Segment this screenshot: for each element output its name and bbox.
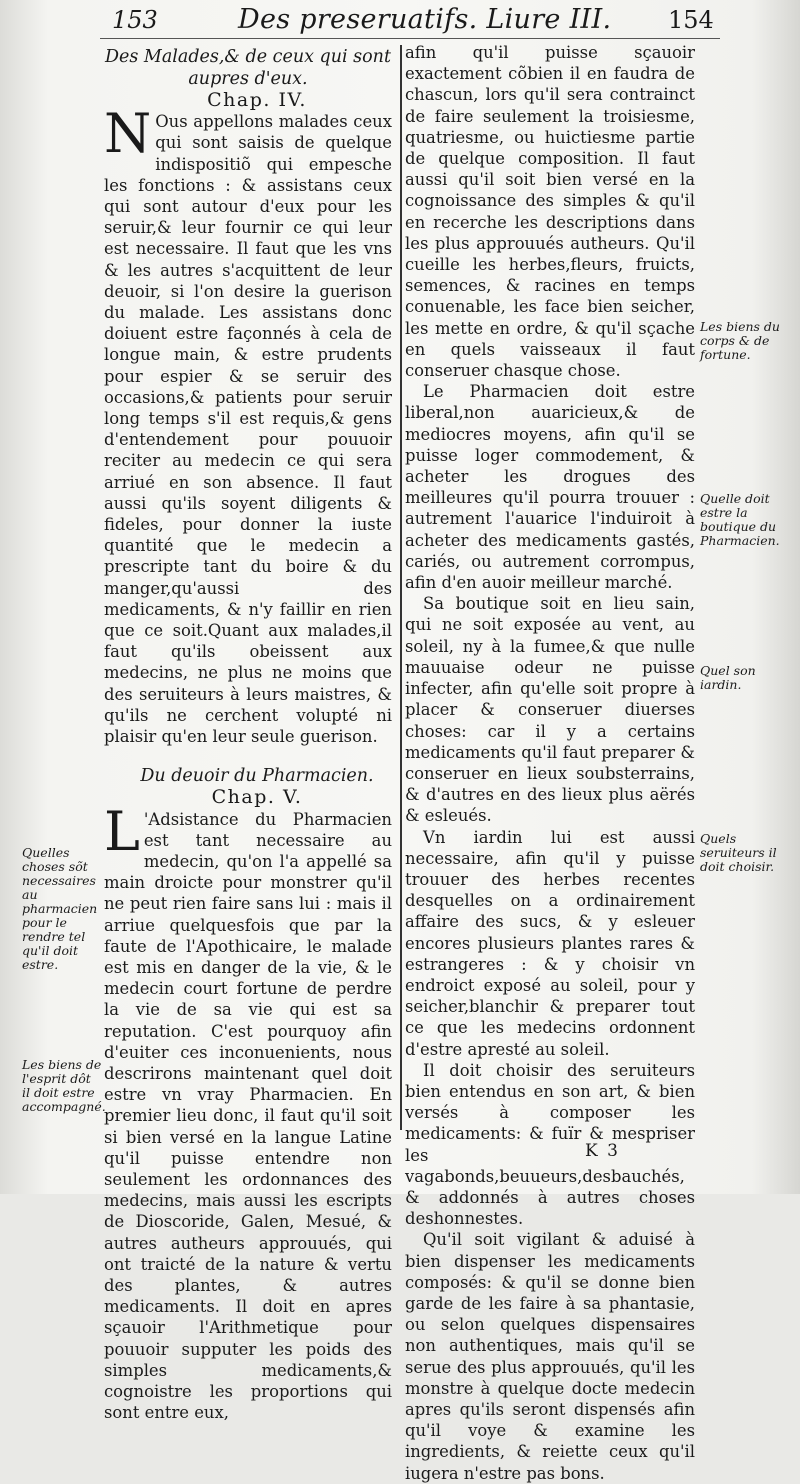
paragraph-boutique: Sa boutique soit en lieu sain, qui ne soit exposée au vent, au soleil, ny à la fumee,& que nulle mauuaise odeur ne puisse infecter, afin qu'elle soit propre à placer & conseruer diuerses choses: car il y a certains medicaments qu'il faut preparer & conseruer en lieux soubsterrains, & d'autres en des lieux plus aërés & esleués. bbox=[405, 594, 695, 826]
running-head bbox=[0, 4, 800, 38]
left-column bbox=[104, 46, 392, 1423]
paragraph-liberal: Le Pharmacien doit estre liberal,non auaricieux,& de mediocres moyens, afin qu'il se puisse loger commodement, & acheter les drogues des meilleures qu'il pourra trouuer : autrement l'auarice l'induiroit à acheter des medicaments gastés, cariés, ou autrement corrompus, afin d'en auoir meilleur marché. bbox=[405, 382, 695, 593]
margin-note-choses-necessaires: Quelles choses sõt necessaires au pharmacien pour le rendre tel qu'il doit estre. bbox=[22, 845, 98, 972]
chapter-heading-4: Chap. IV. bbox=[207, 89, 307, 111]
paragraph-pharmacien bbox=[104, 799, 392, 1424]
section-title-pharmacien: Du deuoir du Pharmacien. bbox=[140, 766, 374, 787]
margin-note-iardin: Quel son iardin. bbox=[700, 663, 756, 692]
column-divider bbox=[400, 45, 402, 1130]
right-column bbox=[405, 42, 695, 1484]
page-number-right: 154 bbox=[668, 6, 714, 34]
paragraph-malades bbox=[104, 102, 392, 747]
drop-cap-n: N bbox=[104, 102, 152, 166]
drop-cap-l: L bbox=[104, 799, 140, 863]
paragraph-continued: afin qu'il puisse sçauoir exactement cõbien il en faudra de chascun, lors qu'il sera contrainct de faire seulement la troisiesme, quatriesme, ou huictiesme partie de quelque composition. Il faut aussi qu'il soit bien versé en la cognoissance des simples & qu'il en recerche les descriptions dans les plus approuués autheurs. Qu'il cueille les herbes,fleurs, fruicts, semences, & racines en temps conuenable, les face bien seicher, les mette en ordre, & qu'il sçache en quels vaisseaux il faut conseruer chasque chose. bbox=[405, 43, 695, 381]
paragraph-iardin: Vn iardin lui est aussi necessaire, afin qu'il y puisse trouuer des herbes recentes desquelles on a ordinairement affaire des sucs, & y esleuer encores plusieurs plantes rares & estrangeres : & y choisir vn endroict exposé au soleil, pour y seicher,blanchir & preparer tout ce que les medecins ordonnent d'estre apresté au soleil. bbox=[405, 827, 695, 1059]
page-number-left: 153 bbox=[112, 6, 158, 34]
signature-mark: K 3 bbox=[585, 1141, 620, 1161]
paragraph-vigilant: Qu'il soit vigilant & aduisé à bien dispenser les medicaments composés: & qu'il se donne bien garde de les faire à sa phantasie, ou selon quelques dispensaires non authentiques, mais qu'il se serue des plus approuués, qu'il les monstre à quelque docte medecin apres qu'ils seront dispensés afin qu'il voye & examine les ingredients, & reiette ceux qu'il iugera n'estre pas bons. bbox=[405, 1230, 695, 1483]
paragraph-seruiteurs: Il doit choisir des seruiteurs bien entendus en son art, & bien versés à composer les medicaments: & fuïr & mespriser les vagabonds,beuueurs,desbauchés, & addonnés à autres choses deshonnestes. bbox=[405, 1060, 695, 1229]
running-title: Des preseruatifs. Liure III. bbox=[238, 4, 612, 35]
margin-note-biens-corps: Les biens du corps & de fortune. bbox=[700, 319, 780, 362]
paragraph-text: Ous appellons malades ceux qui sont saisis de quelque indispositiõ qui empesche les fonctions : & assistans ceux qui sont autour d'eux pour les seruir,& leur fournir ce qui leur est necessaire. Il faut que les vns & les autres s'acquittent de leur deuoir, si l'on desire la guerison du malade. Les assistans donc doiuent estre façonnés à cela de longue main, & estre prudents pour espier & se seruir des occasions,& patients pour seruir long temps s'il est requis,& gens d'entendement pour pouuoir reciter au medecin ce qui sera arriué en son absence. Il faut aussi qu'ils soyent diligents & fideles, pour donner la iuste quantité que le medecin a prescripte tant du boire & du manger,qu'aussi des medicaments, & n'y faillir en rien que ce soit.Quant aux malades,il faut qu'ils obeissent aux medecins, ne plus ne moins que des seruiteurs à leurs maistres, & qu'ils ne cerchent volupté ni plaisir qu'en leur seule guerison. bbox=[104, 112, 392, 747]
margin-note-biens-esprit: Les biens de l'esprit dôt il doit estre accompagné. bbox=[22, 1057, 106, 1114]
section-title-malades: Des Malades,& de ceux qui sont aupres d'eux. bbox=[105, 47, 391, 89]
paragraph-text: 'Adsistance du Pharmacien est tant necessaire au medecin, qu'on l'a appellé sa main droicte pour monstrer qu'il ne peut rien faire sans lui : mais il arriue quelquesfois que par la faute de l'Apothicaire, le malade est mis en danger de la vie, & le medecin court fortune de perdre la vie de sa vie qui est sa reputation. C'est pourquoy afin d'euiter ces inconuenients, nous descrirons maintenant quel doit estre vn vray Pharmacien. En premier lieu donc, il faut qu'il soit si bien versé en la langue Latine qu'il puisse entendre non seulement les ordonnances des medecins, mais aussi les escripts de Dioscoride, Galen, Mesué, & autres autheurs approuués, qui ont traicté de la nature & vertu des plantes, & autres medicaments. Il doit en apres sçauoir l'Arithmetique pour pouuoir supputer les poids des simples medicaments,& cognoistre les proportions qui sont entre eux, bbox=[104, 809, 392, 1423]
header-rule bbox=[100, 38, 720, 39]
chapter-heading-5: Chap. V. bbox=[211, 786, 303, 809]
margin-note-boutique: Quelle doit estre la boutique du Pharmacien. bbox=[700, 491, 780, 548]
margin-note-seruiteurs: Quels seruiteurs il doit choisir. bbox=[700, 831, 777, 874]
